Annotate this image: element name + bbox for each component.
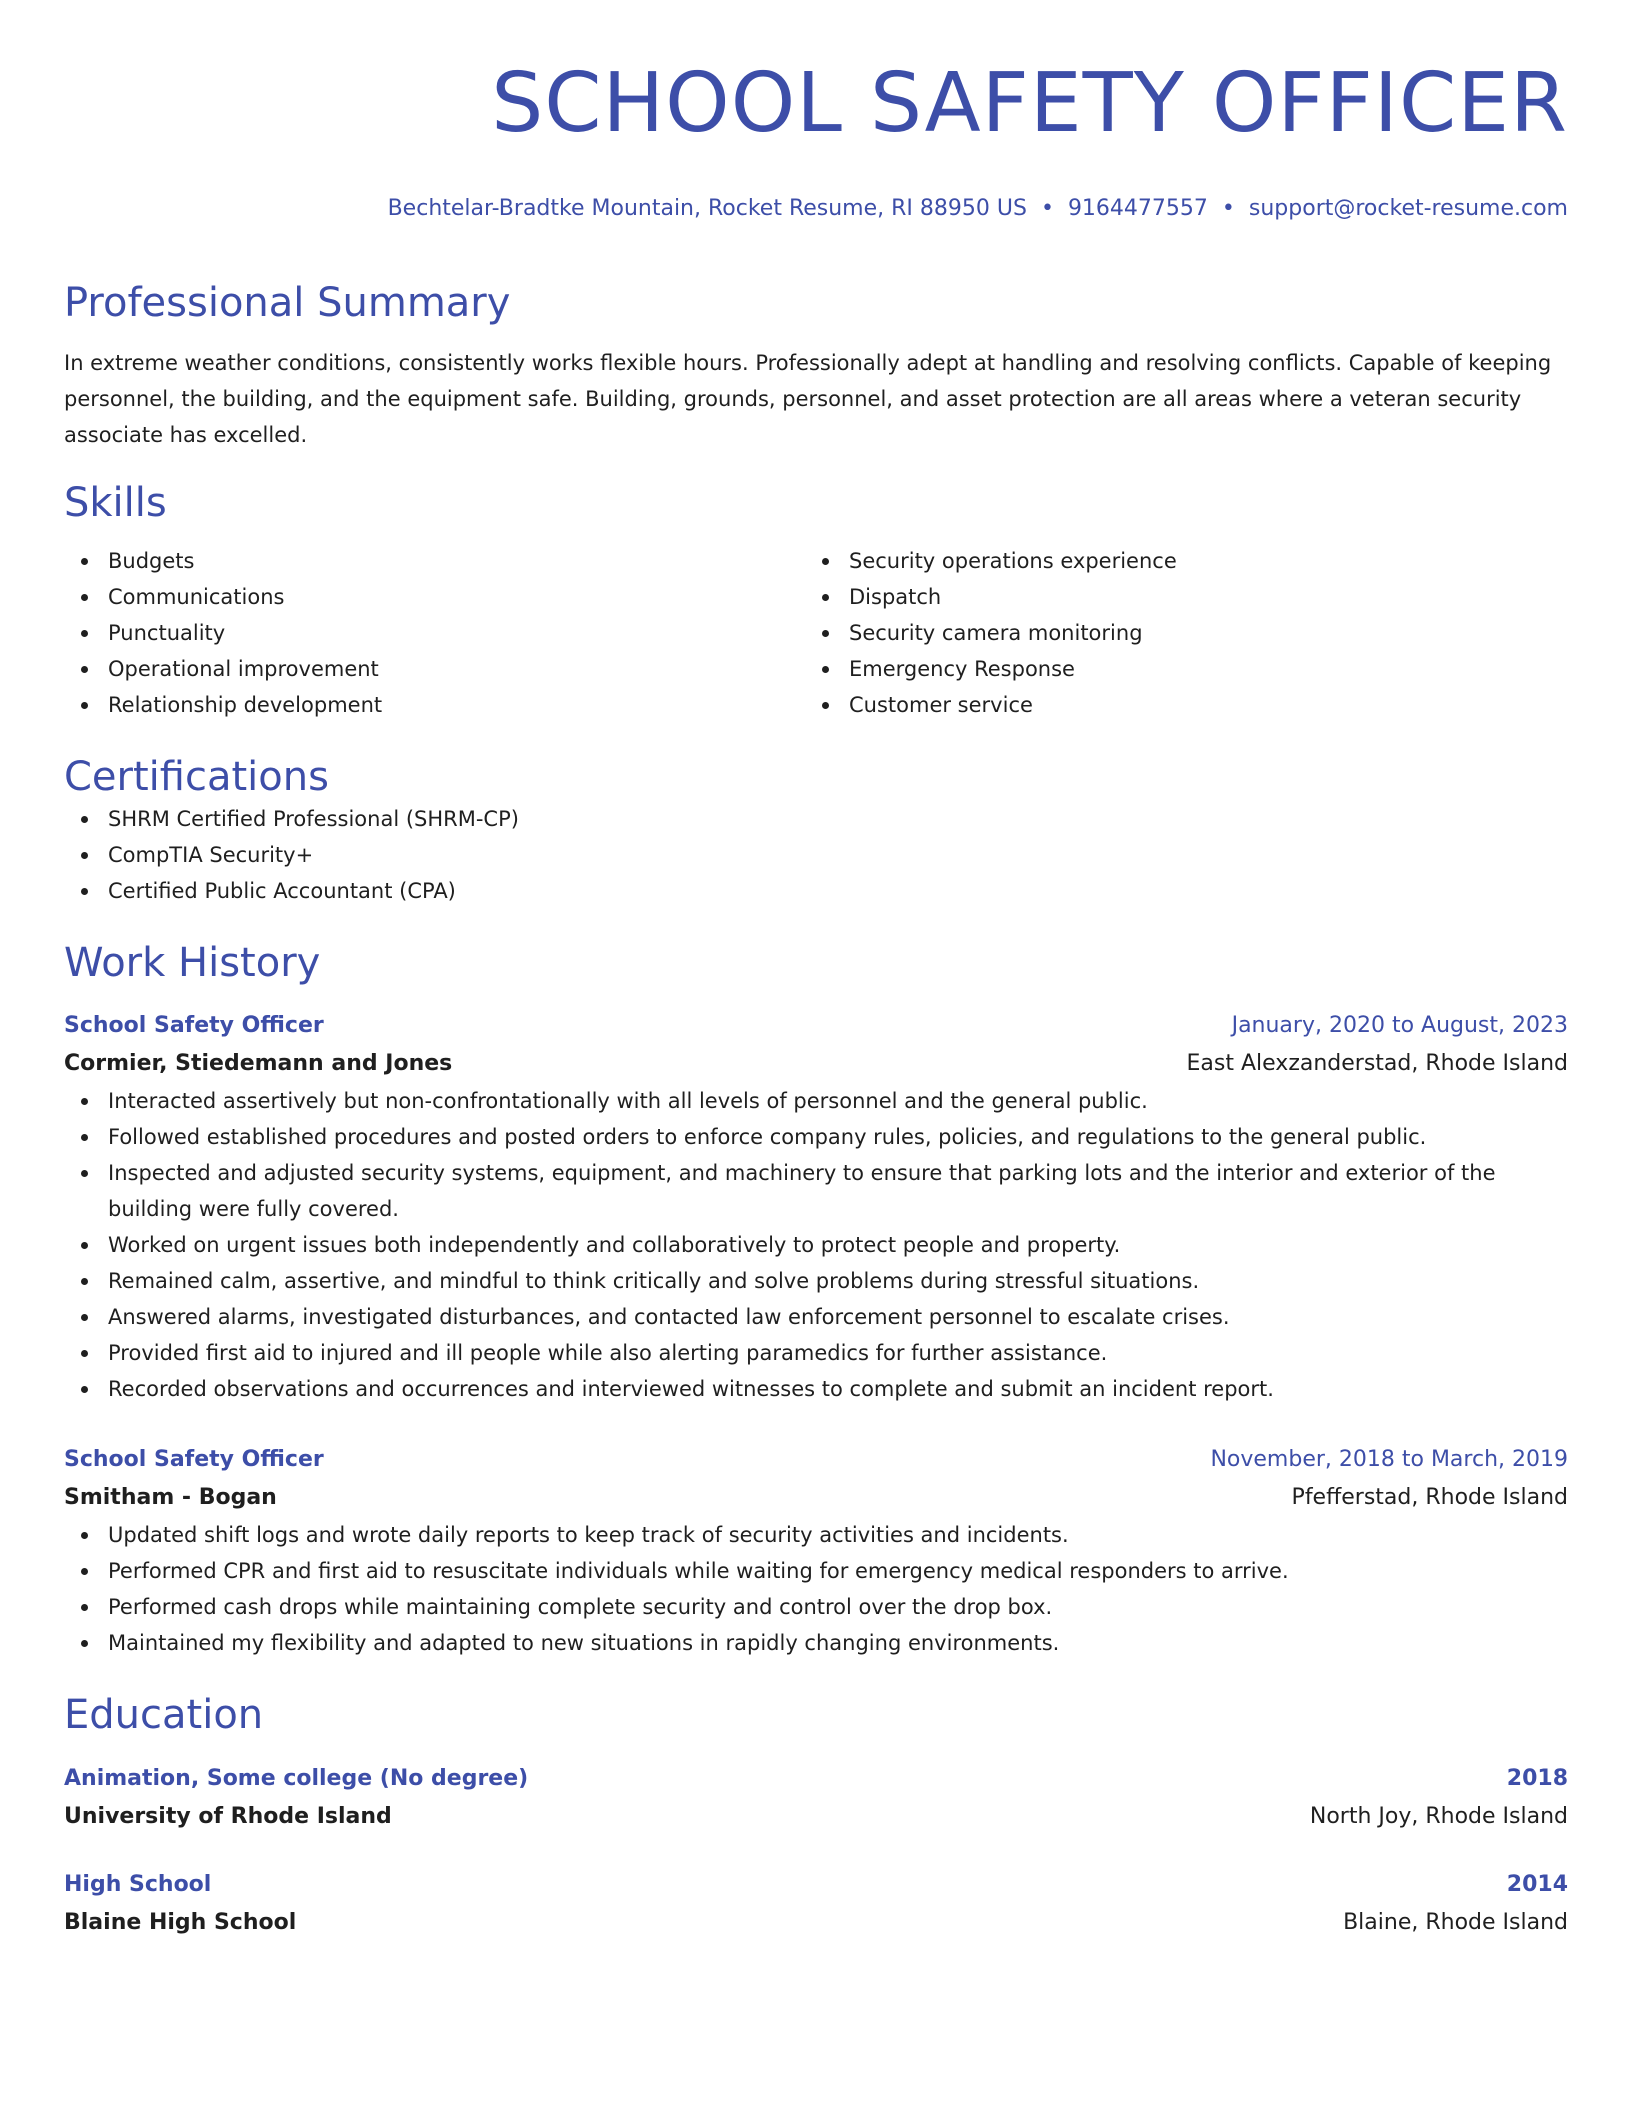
skills-list-right [805,543,1546,723]
job-duty: Followed established procedures and posted orders to enforce company rules, policies, and regulations to the general public. [64,1119,1568,1155]
education-school: University of Rhode Island [64,1804,392,1829]
job-duty: Inspected and adjusted security systems, equipment, and machinery to ensure that parking lots and the interior and exterior of the building were fully covered. [64,1155,1568,1227]
skill-item: Emergency Response [805,651,1546,687]
education-year: 2014 [1506,1872,1568,1897]
contact-line [64,196,1568,221]
job-header-row [64,1007,1568,1045]
job-location: Pfefferstad, Rhode Island [1291,1485,1568,1510]
education-school-row [64,1903,1568,1943]
skill-item: Security camera monitoring [805,615,1546,651]
job-duty: Maintained my flexibility and adapted to new situations in rapidly changing environments. [64,1625,1568,1661]
education-school-row [64,1797,1568,1837]
job-duty: Provided first aid to injured and ill people while also alerting paramedics for further assistance. [64,1335,1568,1371]
job-company-row [64,1045,1568,1083]
contact-separator: • [1040,196,1054,221]
job-entry [64,1441,1568,1661]
job-duty: Performed CPR and first aid to resuscitate individuals while waiting for emergency medical responders to arrive. [64,1553,1568,1589]
skills-heading: Skills [64,480,167,526]
job-location: East Alexzanderstad, Rhode Island [1186,1051,1568,1076]
job-duty: Answered alarms, investigated disturbances, and contacted law enforcement personnel to escalate crises. [64,1299,1568,1335]
skill-item: Dispatch [805,579,1546,615]
contact-address: Bechtelar-Bradtke Mountain, Rocket Resume, RI 88950 US [387,196,1027,221]
job-duties-list [64,1083,1568,1407]
job-dates: November, 2018 to March, 2019 [1210,1447,1568,1472]
job-duty: Recorded observations and occurrences and interviewed witnesses to complete and submit an incident report. [64,1371,1568,1407]
job-duty: Performed cash drops while maintaining complete security and control over the drop box. [64,1589,1568,1625]
job-duty: Remained calm, assertive, and mindful to think critically and solve problems during stressful situations. [64,1263,1568,1299]
education-degree: Animation, Some college (No degree) [64,1766,529,1791]
skills-grid [64,543,1568,723]
job-duty: Worked on urgent issues both independently and collaboratively to protect people and property. [64,1227,1568,1263]
skill-item: Punctuality [64,615,805,651]
education-degree: High School [64,1872,212,1897]
certifications-list [64,801,1568,909]
education-year: 2018 [1506,1766,1568,1791]
summary-heading: Professional Summary [64,280,511,326]
education-entry [64,1761,1568,1837]
certification-item: SHRM Certified Professional (SHRM-CP) [64,801,1568,837]
job-header-row [64,1441,1568,1479]
resume-title: SCHOOL SAFETY OFFICER [491,56,1568,151]
contact-phone: 9164477557 [1067,196,1208,221]
job-role: School Safety Officer [64,1447,324,1472]
job-company: Cormier, Stiedemann and Jones [64,1051,453,1076]
job-dates: January, 2020 to August, 2023 [1231,1013,1568,1038]
job-company-row [64,1479,1568,1517]
job-company: Smitham - Bogan [64,1485,277,1510]
contact-separator: • [1221,196,1235,221]
skill-item: Security operations experience [805,543,1546,579]
education-heading: Education [64,1692,264,1738]
certifications-heading: Certifications [64,754,329,800]
education-location: North Joy, Rhode Island [1309,1804,1568,1829]
skill-item: Operational improvement [64,651,805,687]
education-school: Blaine High School [64,1910,297,1935]
contact-email: support@rocket-resume.com [1248,196,1568,221]
education-entry [64,1867,1568,1943]
skill-item: Customer service [805,687,1546,723]
job-duty: Interacted assertively but non-confrontationally with all levels of personnel and the general public. [64,1083,1568,1119]
job-duty: Updated shift logs and wrote daily reports to keep track of security activities and incidents. [64,1517,1568,1553]
education-location: Blaine, Rhode Island [1343,1910,1568,1935]
skills-list-left [64,543,805,723]
certification-item: Certified Public Accountant (CPA) [64,873,1568,909]
education-degree-row [64,1761,1568,1797]
job-role: School Safety Officer [64,1013,324,1038]
certification-item: CompTIA Security+ [64,837,1568,873]
job-duties-list [64,1517,1568,1661]
skill-item: Communications [64,579,805,615]
skill-item: Relationship development [64,687,805,723]
education-degree-row [64,1867,1568,1903]
summary-text: In extreme weather conditions, consistently works flexible hours. Professionally adept at handling and resolving conflicts. Capable of keeping personnel, the building, and the equipment safe. Building, grounds, personnel, and asset protection are all areas where a veteran security associate has excelled. [64,351,1552,447]
skill-item: Budgets [64,543,805,579]
work-history-heading: Work History [64,940,321,986]
job-entry [64,1007,1568,1407]
